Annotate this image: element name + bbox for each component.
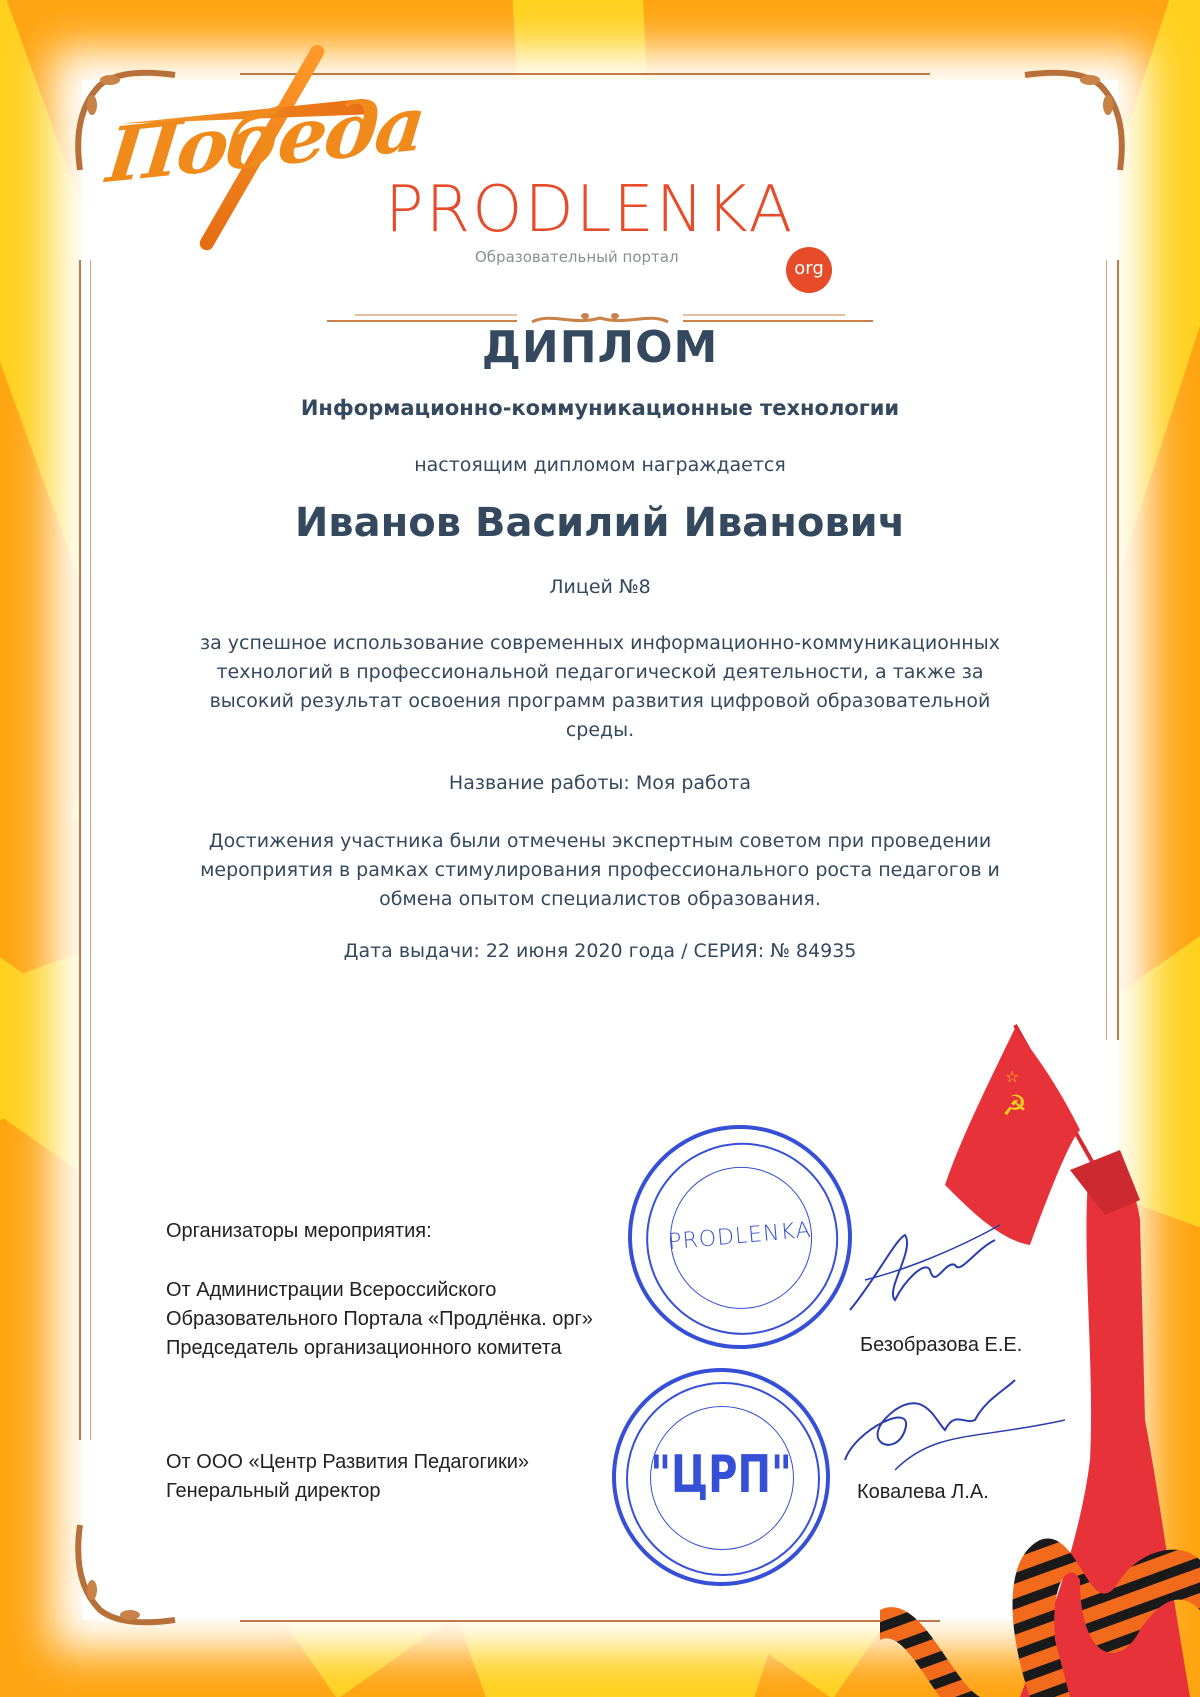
issue-date-series: Дата выдачи: 22 июня 2020 года / СЕРИЯ: № 84935 <box>343 940 857 962</box>
crp-stamp <box>612 1368 830 1586</box>
organizer-1 <box>166 1276 593 1363</box>
stamp-2-center: "ЦРП" <box>650 1445 792 1505</box>
svg-text:☆: ☆ <box>1005 1067 1020 1086</box>
organizers-heading: Организаторы мероприятия: <box>166 1220 432 1242</box>
st-george-ribbon-icon <box>880 1520 1200 1697</box>
organizer-2 <box>166 1448 529 1506</box>
reason-line: технологий в профессиональной педагогической деятельности, а также за <box>216 661 984 683</box>
organizer-1-line: От Администрации Всероссийского <box>166 1279 497 1301</box>
signature-2-icon <box>835 1370 1075 1480</box>
organizer-1-line: Председатель организационного комитета <box>166 1337 562 1359</box>
pobeda-logo: Победа <box>102 79 428 200</box>
logo-area <box>102 35 850 279</box>
prodlenka-stamp <box>619 1116 862 1359</box>
award-reason <box>150 629 1050 745</box>
reason-line: за успешное использование современных информационно-коммуникационных <box>200 632 1000 654</box>
achievement-line: мероприятия в рамках стимулирования профессионального роста педагогов и <box>200 859 1000 881</box>
reason-line: высокий результат освоения программ развития цифровой образовательной <box>209 690 991 712</box>
institution: Лицей №8 <box>549 576 651 598</box>
certificate-title: ДИПЛОМ <box>481 322 719 373</box>
reason-line: среды. <box>565 719 635 741</box>
recipient-name: Иванов Василий Иванович <box>294 500 906 546</box>
achievement-line: обмена опытом специалистов образования. <box>379 888 821 910</box>
prodlenka-logo: PRODLENKA <box>385 173 795 247</box>
org-badge: org <box>786 247 832 293</box>
organizer-1-line: Образовательного Портала «Продлёнка. орг» <box>166 1308 593 1330</box>
signature-1-icon <box>845 1220 1005 1330</box>
achievement-line: Достижения участника были отмечены экспертным советом при проведении <box>208 830 992 852</box>
organizer-2-line: Генеральный директор <box>166 1480 381 1502</box>
achievement-text <box>150 827 1050 914</box>
signer-1-name: Безобразова Е.Е. <box>860 1334 1023 1356</box>
svg-text:☭: ☭ <box>1002 1089 1028 1122</box>
stamp-1-center: PRODLENKA <box>667 1217 813 1256</box>
signer-2-name: Ковалева Л.А. <box>857 1481 989 1503</box>
organizer-2-line: От ООО «Центр Развития Педагогики» <box>166 1451 530 1473</box>
certificate-subtitle: Информационно-коммуникационные технологии <box>300 396 900 420</box>
work-title: Название работы: Моя работа <box>448 772 752 794</box>
awarded-line: настоящим дипломом награждается <box>414 454 786 476</box>
logo-tagline: Образовательный портал <box>475 248 679 266</box>
